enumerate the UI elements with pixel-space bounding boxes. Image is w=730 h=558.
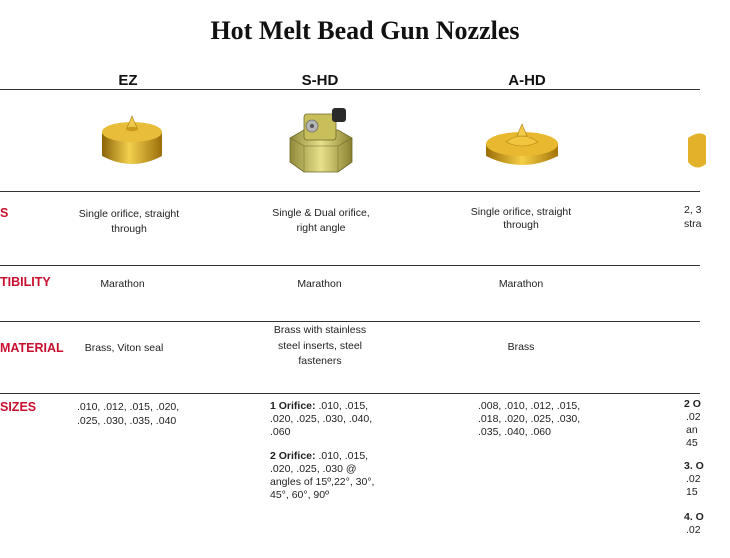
row-divider-4	[0, 393, 700, 394]
page-title: Hot Melt Bead Gun Nozzles	[210, 16, 520, 45]
column-header-a-hd: A-HD	[508, 72, 546, 89]
s-hd-material-cell: Brass with stainless steel inserts, steel fasteners	[273, 324, 367, 367]
a-hd-compatibility-cell: Marathon	[498, 278, 544, 290]
fourth-nozzle-image-partial	[686, 130, 700, 170]
partial-sizes-a-2: .02	[686, 411, 701, 423]
row-label-material: MATERIAL	[0, 341, 64, 355]
a-hd-material-cell: Brass	[507, 341, 535, 353]
one-orifice-values: .010, .015, .020, .025, .030, .040, .060	[270, 400, 373, 438]
row-divider-1	[0, 191, 700, 192]
partial-sizes-a-3: an	[686, 424, 698, 436]
column-header-ez: EZ	[118, 72, 138, 89]
s-hd-sizes-2-orifice	[270, 450, 380, 502]
row-label-compatibility: TIBILITY	[0, 275, 51, 289]
partial-sizes-b-3: 15	[686, 486, 698, 498]
header-divider	[0, 89, 700, 90]
row-label-sizes: SIZES	[0, 400, 37, 414]
one-orifice-label: 1 Orifice:	[270, 400, 316, 412]
partial-sizes-b-2: .02	[686, 473, 701, 485]
two-orifice-values: .010, .015, .020, .025, .030 @ angles of 15º,22°, 30°, 45°, 60°, 90º	[270, 450, 375, 501]
column-header-s-hd: S-HD	[301, 72, 339, 89]
partial-sizes-c-2: .02	[686, 524, 701, 536]
a-hd-sizes-cell: .008, .010, .012, .015, .018, .020, .025, .030, .035, .040, .060	[478, 400, 581, 438]
s-hd-compatibility-cell: Marathon	[297, 278, 342, 290]
ez-material-cell: Brass, Viton seal	[84, 342, 164, 354]
s-hd-orifice-cell: Single & Dual orifice, right angle	[272, 207, 370, 234]
partial-sizes-c-1: 4. O	[684, 511, 704, 523]
row-divider-3	[0, 321, 700, 322]
ez-compatibility-cell: Marathon	[100, 278, 145, 290]
row-label-orifices: S	[0, 206, 9, 220]
ez-nozzle-image	[98, 112, 166, 172]
s-hd-nozzle-image	[284, 100, 358, 180]
a-hd-nozzle-image	[484, 118, 560, 174]
s-hd-sizes-1-orifice	[270, 400, 380, 439]
ez-orifice-cell: Single orifice, straight through	[78, 208, 180, 235]
ez-sizes-cell: .010, .012, .015, .020, .025, .030, .035, .040	[77, 401, 180, 427]
a-hd-orifice-cell: Single orifice, straight through	[470, 206, 572, 231]
two-orifice-label: 2 Orifice:	[270, 450, 316, 462]
partial-sizes-b-1: 3. O	[684, 460, 704, 472]
partial-sizes-a-4: 45	[686, 437, 698, 449]
row-divider-2	[0, 265, 700, 266]
partial-orifice-line-1: 2, 3	[684, 204, 702, 216]
partial-orifice-line-2: stra	[684, 218, 702, 230]
partial-sizes-a-1: 2 O	[684, 398, 701, 410]
